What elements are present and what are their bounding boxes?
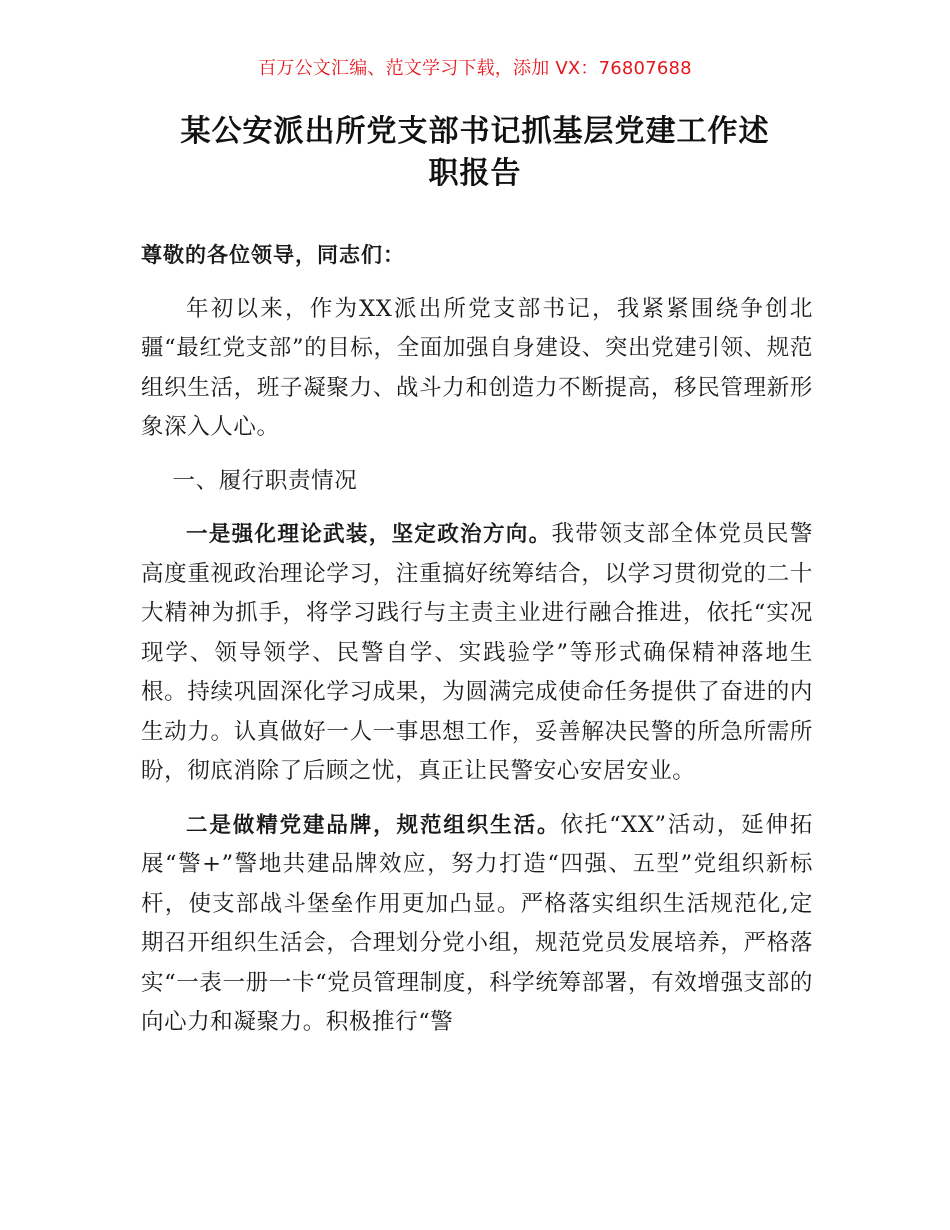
title-line-1: 某公安派出所党支部书记抓基层党建工作述 [180, 114, 770, 149]
paragraph-1 [141, 515, 813, 792]
document-body [141, 236, 813, 1057]
document-title [140, 111, 810, 195]
paragraph-body: 依托“XX”活动，延伸拓展“警+”警地共建品牌效应，努力打造“四强、五型”党组织新标杆，使支部战斗堡垒作用更加凸显。严格落实组织生活规范化,定期召开组织生活会，合理划分党小组，规范党员发展培养，严格落实“一表一册一卡“党员管理制度，科学统筹部署，有效增强支部的向心力和凝聚力。积极推行“警 [141, 811, 813, 1035]
paragraph-body: 我带领支部全体党员民警高度重视政治理论学习，注重搞好统筹结合，以学习贯彻党的二十大精神为抓手，将学习践行与主责主业进行融合推进，依托“实况现学、领导领学、民警自学、实践验学”等形式确保精神落地生根。持续巩固深化学习成果，为圆满完成使命任务提供了奋进的内生动力。认真做好一人一事思想工作，妥善解决民警的所急所需所盼，彻底消除了后顾之忧，真正让民警安心安居安业。 [141, 521, 813, 784]
title-line-2: 职报告 [428, 156, 522, 191]
promo-banner: 百万公文汇编、范文学习下载，添加 VX：76807688 [258, 58, 692, 79]
paragraph-lead: 二是做精党建品牌，规范组织生活。 [186, 812, 561, 838]
paragraph-lead: 一是强化理论武装，坚定政治方向。 [186, 522, 552, 547]
salutation: 尊敬的各位领导，同志们： [141, 243, 405, 267]
paragraph-2 [141, 806, 813, 1043]
section-heading: 一、履行职责情况 [172, 467, 358, 494]
intro-paragraph: 年初以来，作为XX派出所党支部书记，我紧紧围绕争创北疆“最红党支部”的目标，全面加强自身建设、突出党建引领、规范组织生活，班子凝聚力、战斗力和创造力不断提高，移民管理新形象深入人心。 [141, 295, 813, 440]
